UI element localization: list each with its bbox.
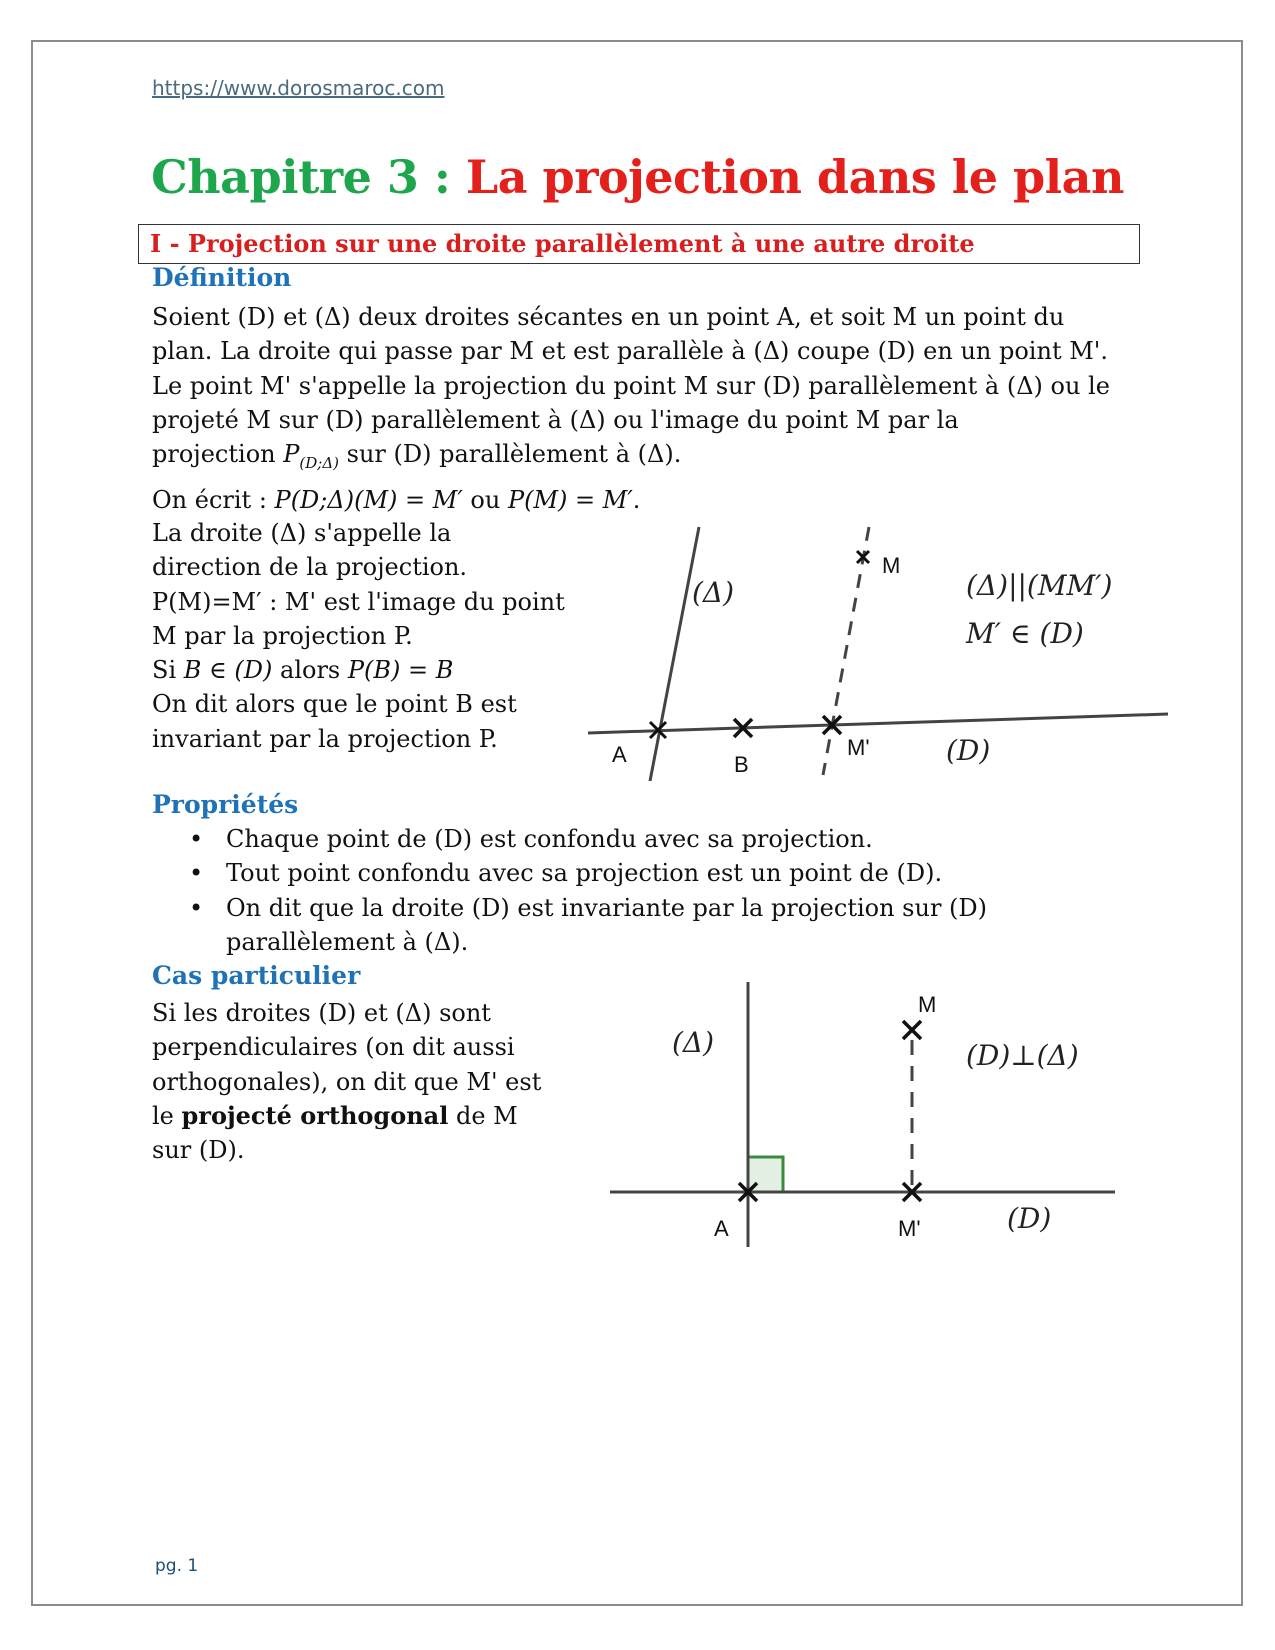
special-case-line: orthogonales), on dit que M' est <box>152 1067 542 1096</box>
special-case-line: le projecté orthogonal de M <box>152 1100 518 1130</box>
point-M-marker <box>903 1021 921 1039</box>
label-M: M <box>918 992 937 1017</box>
direction-line: P(M)=M′ : M' est l'image du point <box>152 587 565 616</box>
direction-line: On dit alors que le point B est <box>152 690 517 719</box>
label-A: A <box>612 742 627 767</box>
list-item-continuation: parallèlement à (Δ). <box>226 927 469 956</box>
label-D: (D) <box>946 734 991 767</box>
label-delta: (Δ) <box>672 1026 715 1059</box>
definition-line: Soient (D) et (Δ) deux droites sécantes en un point A, et soit M un point du <box>152 303 1065 331</box>
label-A: A <box>714 1216 729 1241</box>
special-case-line: perpendiculaires (on dit aussi <box>152 1033 515 1062</box>
definition-line: projeté M sur (D) parallèlement à (Δ) ou l'image du point M par la <box>152 405 959 434</box>
definition-formula-line: On écrit : P(D;Δ)(M) = M′ ou P(M) = M′. <box>152 486 641 515</box>
definition-line: Le point M' s'appelle la projection du point M sur (D) parallèlement à (Δ) ou le <box>152 371 1110 400</box>
properties-heading: Propriétés <box>152 790 299 819</box>
definition-line: projection $P_{(D;\Delta)}$ sur (D) parallèlement à (Δ). <box>152 440 682 472</box>
definition-heading: Définition <box>152 263 292 292</box>
bullet-icon: • <box>189 859 204 888</box>
header-url-link[interactable]: https://www.dorosmaroc.com <box>152 76 445 100</box>
relation-perpendicular: (D)⊥(Δ) <box>966 1039 1079 1072</box>
bold-term: projecté orthogonal <box>181 1100 449 1130</box>
list-item: • Chaque point de (D) est confondu avec sa projection. <box>185 822 987 856</box>
direction-line: Si B ∈ (D) alors P(B) = B <box>152 656 454 685</box>
label-M: M <box>882 553 901 578</box>
list-item: • Tout point confondu avec sa projection est un point de (D). <box>185 856 987 890</box>
bullet-icon: • <box>189 893 204 922</box>
title-chapter: Chapitre 3 : <box>151 150 466 204</box>
direction-line: M par la projection P. <box>152 621 413 650</box>
section-title: I - Projection sur une droite parallèlement à une autre droite <box>150 229 975 258</box>
relation-belongs: M′ ∈ (D) <box>966 617 1084 650</box>
label-Mp: M' <box>847 735 870 760</box>
label-B: B <box>734 752 749 777</box>
direction-line: La droite (Δ) s'appelle la <box>152 519 452 547</box>
label-Mp: M' <box>898 1216 921 1241</box>
formula: P(D;Δ)(M) = M′ <box>274 486 463 515</box>
special-case-heading: Cas particulier <box>152 961 361 990</box>
bullet-icon: • <box>189 825 204 853</box>
direction-line: direction de la projection. <box>152 553 468 582</box>
relation-parallel: (Δ)||(MM′) <box>966 569 1113 602</box>
special-case-line: Si les droites (D) et (Δ) sont <box>152 999 491 1027</box>
label-delta: (Δ) <box>692 576 735 609</box>
label-D: (D) <box>1007 1202 1052 1235</box>
definition-line: plan. La droite qui passe par M et est parallèle à (Δ) coupe (D) en un point M'. <box>152 337 1109 366</box>
title-subject: La projection dans le plan <box>465 150 1124 204</box>
page-number: pg. 1 <box>155 1556 199 1576</box>
formula: P(M) = M′ <box>507 486 633 515</box>
direction-line: invariant par la projection P. <box>152 724 498 753</box>
list-item: • On dit que la droite (D) est invariante par la projection sur (D) <box>185 891 987 925</box>
special-case-line: sur (D). <box>152 1136 245 1165</box>
